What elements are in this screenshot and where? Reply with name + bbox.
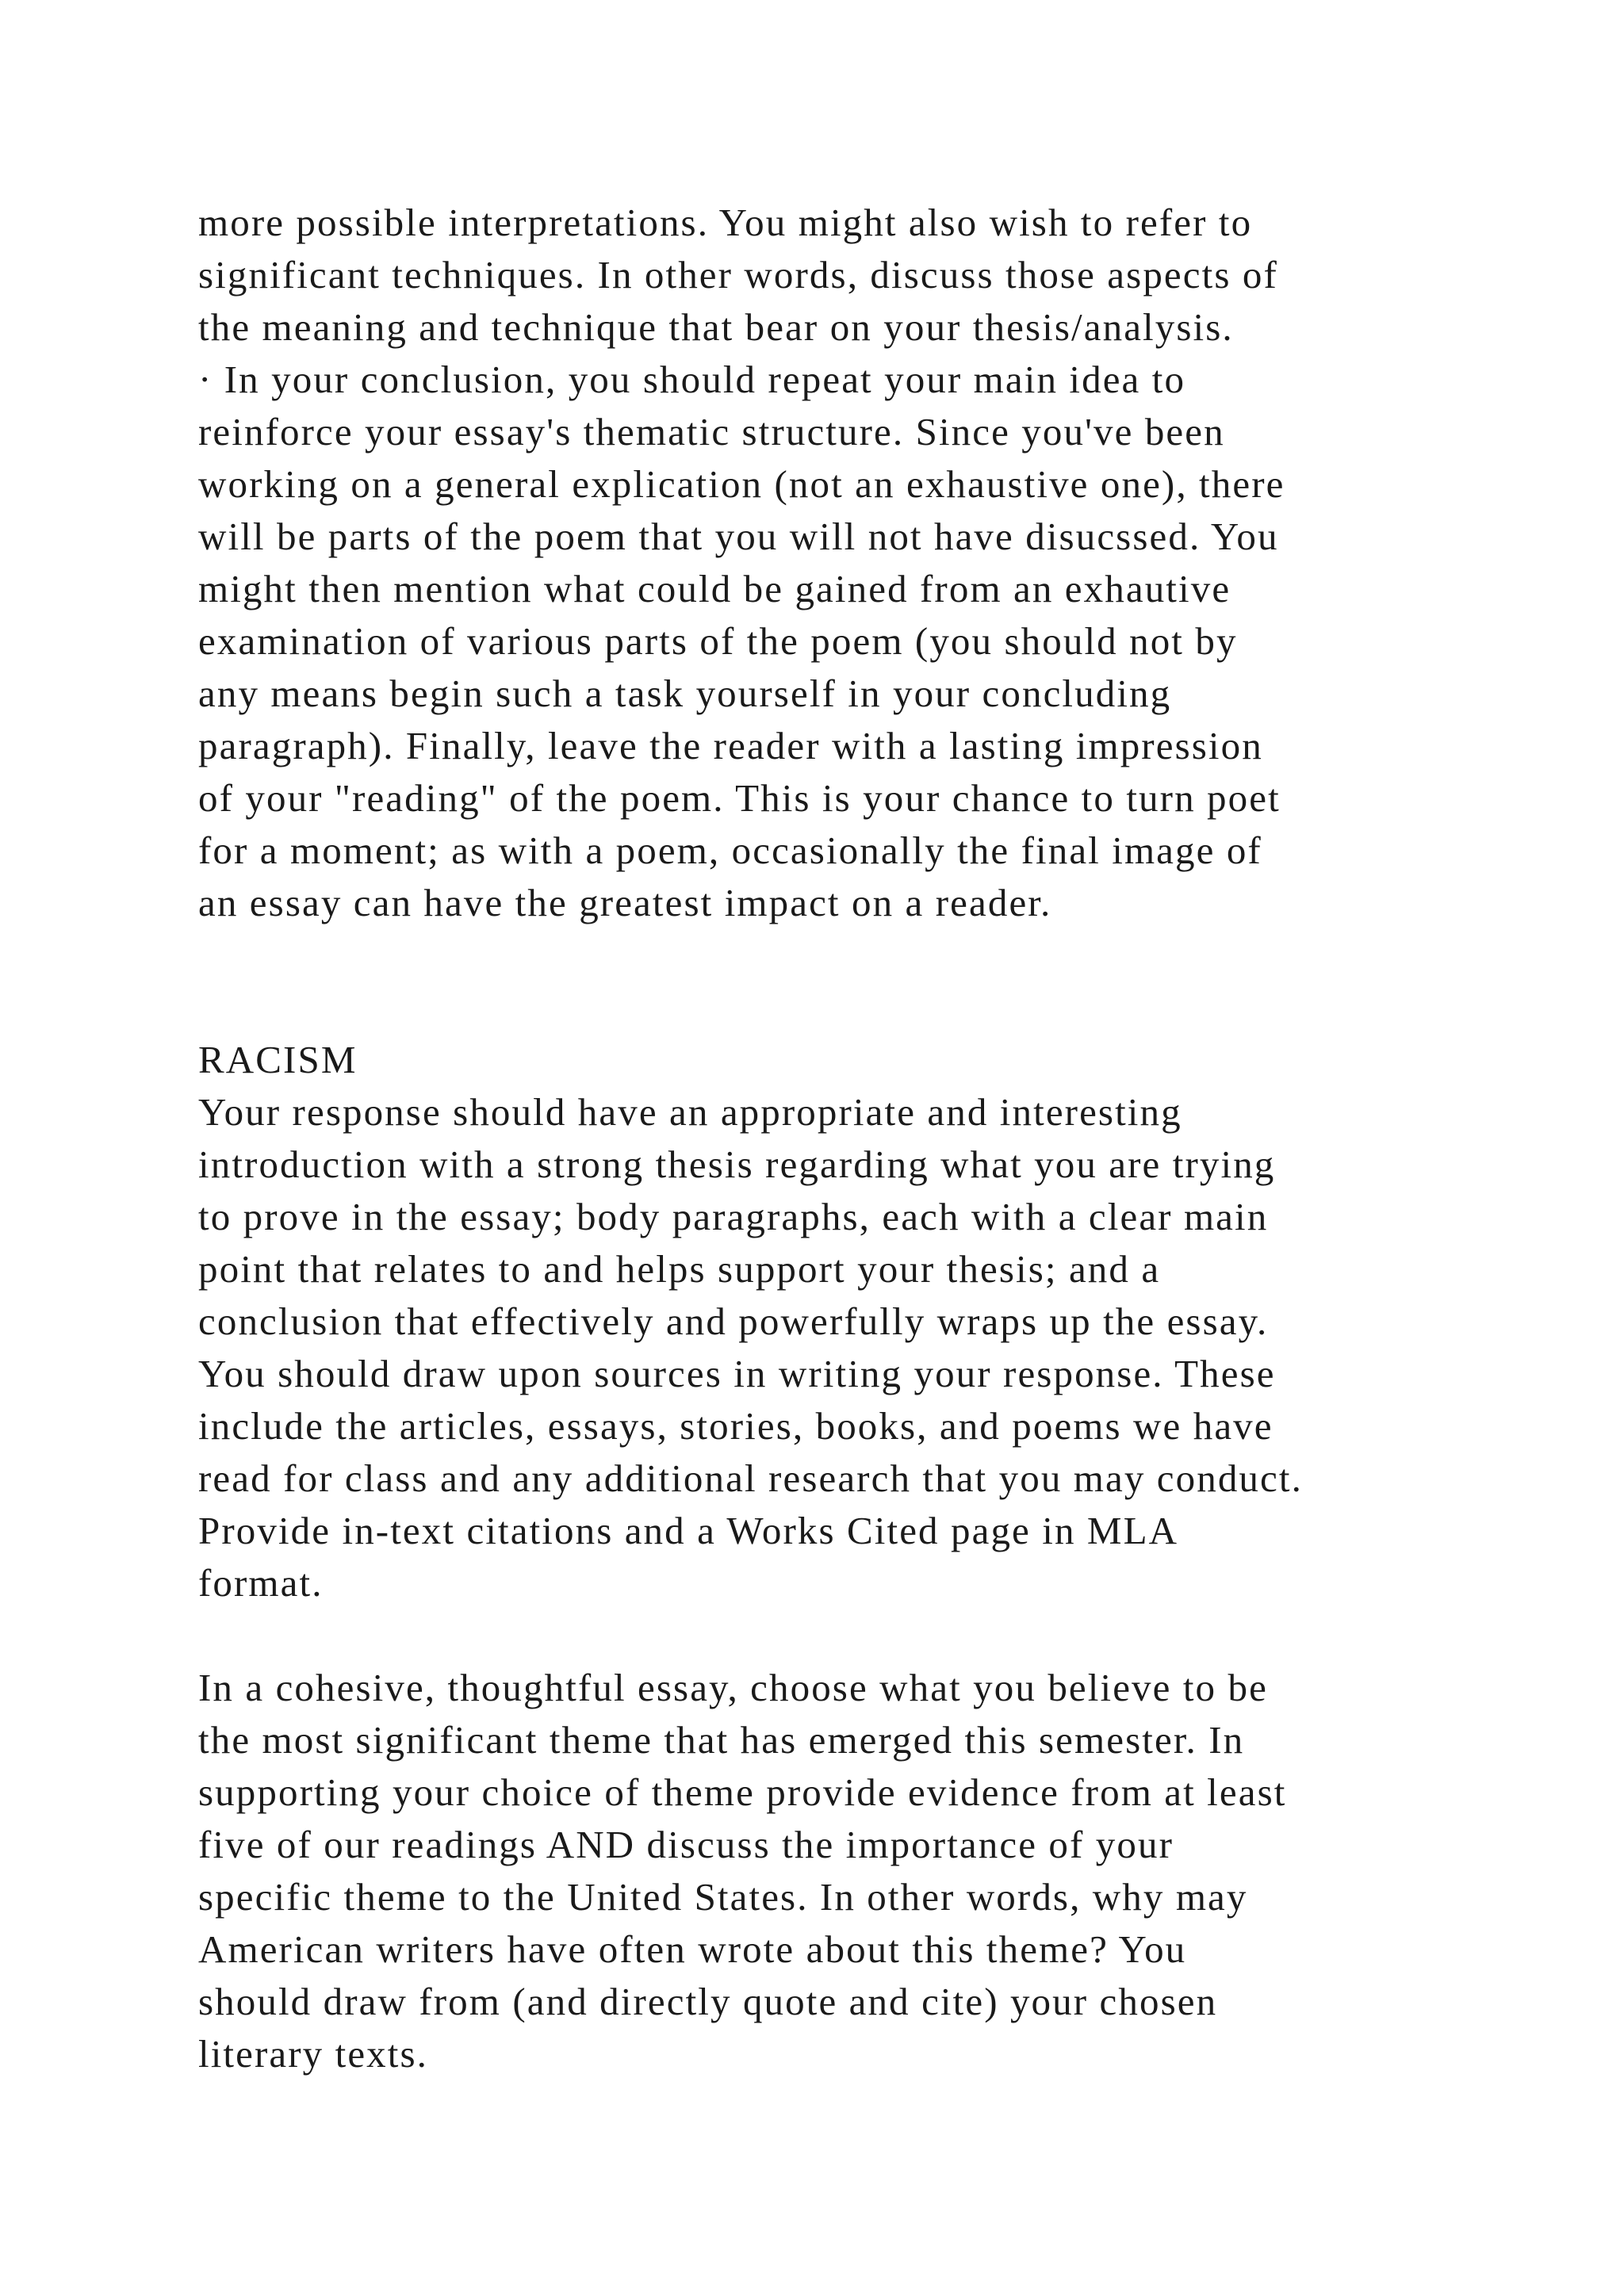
text-line: any means begin such a task yourself in your concluding	[198, 672, 1172, 715]
text-line: · In your conclusion, you should repeat your main idea to	[198, 358, 1186, 401]
text-line: might then mention what could be gained from an exhautive	[198, 567, 1231, 610]
paragraph-response-requirements	[198, 1086, 1546, 1609]
text-line: the meaning and technique that bear on your thesis/analysis.	[198, 305, 1234, 349]
paragraph-explication-conclusion	[198, 197, 1546, 929]
paragraph-spacer	[198, 929, 1546, 1034]
text-line: You should draw upon sources in writing your response. These	[198, 1352, 1276, 1395]
text-line: American writers have often wrote about this theme? You	[198, 1927, 1187, 1971]
text-line: an essay can have the greatest impact on a reader.	[198, 881, 1052, 924]
text-line: point that relates to and helps support your thesis; and a	[198, 1247, 1161, 1291]
text-line: more possible interpretations. You might also wish to refer to	[198, 201, 1253, 244]
text-line: conclusion that effectively and powerfully wraps up the essay.	[198, 1299, 1269, 1343]
text-line: should draw from (and directly quote and cite) your chosen	[198, 1980, 1218, 2023]
text-line: format.	[198, 1561, 324, 1605]
text-line: of your "reading" of the poem. This is your chance to turn poet	[198, 776, 1281, 820]
text-line: supporting your choice of theme provide evidence from at least	[198, 1770, 1287, 1814]
text-line: Provide in-text citations and a Works Cited page in MLA	[198, 1509, 1179, 1552]
paragraph-theme-prompt	[198, 1662, 1546, 2080]
text-line: reinforce your essay's thematic structure. Since you've been	[198, 410, 1225, 453]
text-line: five of our readings AND discuss the importance of your	[198, 1823, 1174, 1866]
text-line: to prove in the essay; body paragraphs, each with a clear main	[198, 1195, 1269, 1238]
text-line: for a moment; as with a poem, occasionally the final image of	[198, 828, 1262, 872]
section-heading: RACISM	[198, 1038, 358, 1081]
text-line: significant techniques. In other words, discuss those aspects of	[198, 253, 1278, 297]
text-line: literary texts.	[198, 2032, 429, 2076]
text-line: the most significant theme that has emerged this semester. In	[198, 1718, 1245, 1762]
text-line: examination of various parts of the poem (you should not by	[198, 619, 1238, 663]
text-line: working on a general explication (not an exhaustive one), there	[198, 462, 1285, 506]
document-body	[198, 197, 1546, 2080]
text-line: In a cohesive, thoughtful essay, choose what you believe to be	[198, 1666, 1268, 1709]
text-line: include the articles, essays, stories, books, and poems we have	[198, 1404, 1274, 1448]
text-line: paragraph). Finally, leave the reader with a lasting impression	[198, 724, 1263, 767]
text-line: will be parts of the poem that you will not have disucssed. You	[198, 515, 1279, 558]
paragraph-spacer	[198, 1609, 1546, 1662]
text-line: Your response should have an appropriate and interesting	[198, 1090, 1182, 1134]
text-line: specific theme to the United States. In other words, why may	[198, 1875, 1248, 1919]
text-line: introduction with a strong thesis regarding what you are trying	[198, 1142, 1276, 1186]
text-line: read for class and any additional research that you may conduct.	[198, 1456, 1303, 1500]
